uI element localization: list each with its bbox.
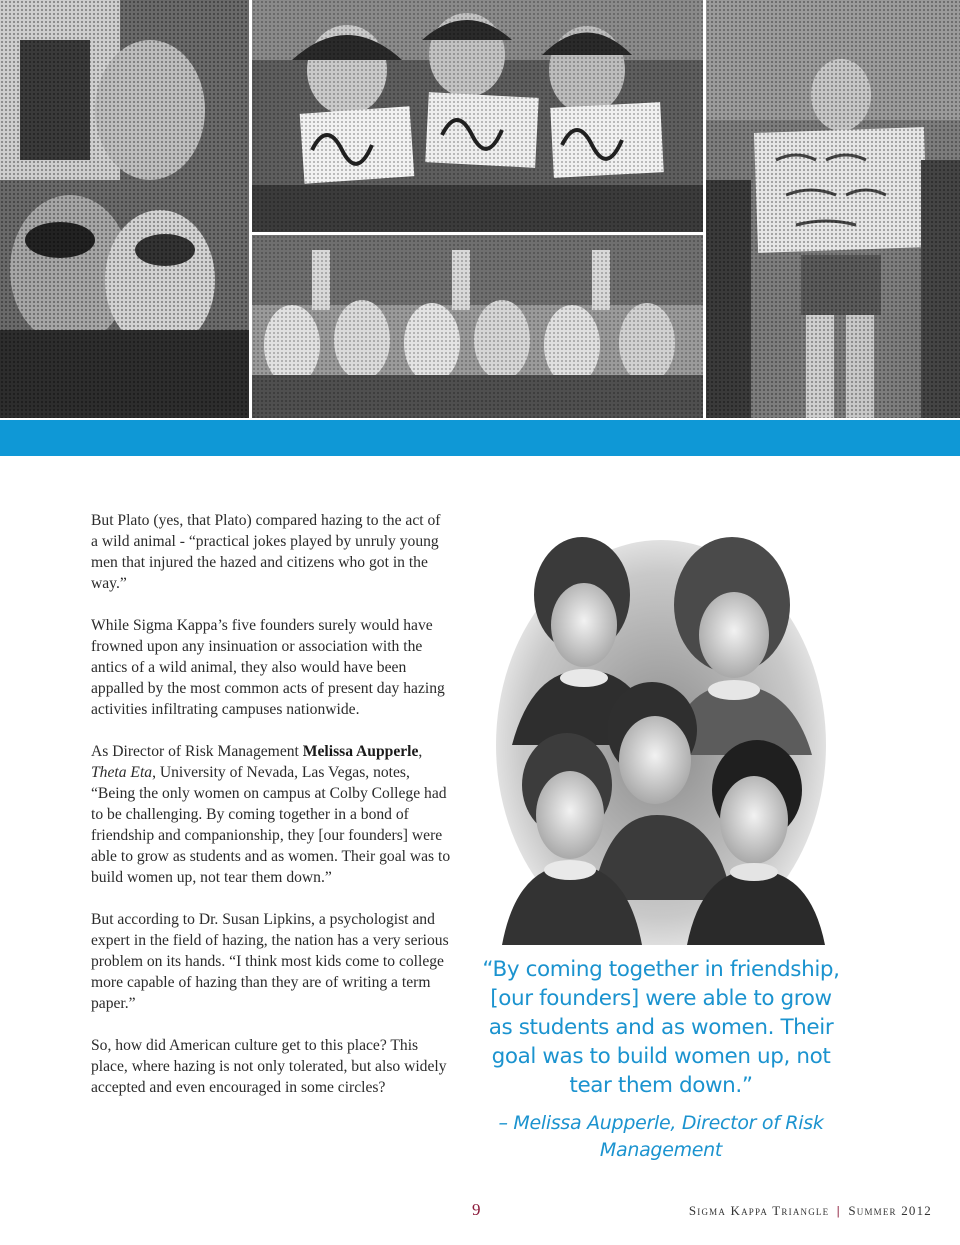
founders-portrait xyxy=(492,520,830,945)
publication-name: Sigma Kappa Triangle xyxy=(688,1203,830,1218)
page-number: 9 xyxy=(472,1200,481,1219)
article-paragraph: So, how did American culture get to this place? This place, where hazing is not only tolerated, but also widely accepted and even encouraged in some circles? xyxy=(91,1037,447,1096)
accent-band xyxy=(0,420,960,456)
article-paragraph: But according to Dr. Susan Lipkins, a psychologist and expert in the field of hazing, the nation has a very serious problem on its hands. “I think most kids come to college more capable of hazing than they are of writing a term paper.” xyxy=(91,911,449,1012)
article-paragraph: But Plato (yes, that Plato) compared hazing to the act of a wild animal - “practical jokes played by unruly young men that injured the hazed and citizens who got in the way.” xyxy=(91,512,441,592)
historic-photo-line-of-women xyxy=(252,235,703,418)
photo-collage xyxy=(0,0,960,420)
running-footer xyxy=(689,1203,932,1219)
article-paragraph xyxy=(91,741,451,888)
article-body xyxy=(91,510,451,1119)
pull-quote xyxy=(478,955,844,1164)
article-paragraph: While Sigma Kappa’s five founders surely would have frowned upon any insinuation or association with the antics of a wild animal, they also would have been appalled by the most common acts of present day hazing activities infiltrating campuses nationwide. xyxy=(91,617,445,718)
chapter-name: Theta Eta xyxy=(91,764,153,781)
historic-photo-group xyxy=(0,0,249,418)
text-run: , xyxy=(418,743,423,760)
issue-date: Summer 2012 xyxy=(848,1203,932,1218)
footer-separator: | xyxy=(836,1203,841,1218)
historic-photo-sign-holder xyxy=(706,0,960,418)
pull-quote-attribution: – Melissa Aupperle, Director of Risk Management xyxy=(498,1112,824,1161)
text-run: As Director of Risk Management xyxy=(91,743,303,760)
pull-quote-text: “By coming together in friendship, [our founders] were able to grow as students and as women. Their goal was to build women up, not tear them down.” xyxy=(482,957,840,1098)
historic-photo-women-with-signs xyxy=(252,0,703,232)
director-name: Melissa Aupperle xyxy=(302,743,419,760)
text-run: , University of Nevada, Las Vegas, notes, “Being the only women on campus at Colby College had to be challenging. By coming together in a bond of friendship and companionship, they [our founders] were able to grow as students and as women. Their goal was to build women up, not tear them down.” xyxy=(91,764,451,886)
